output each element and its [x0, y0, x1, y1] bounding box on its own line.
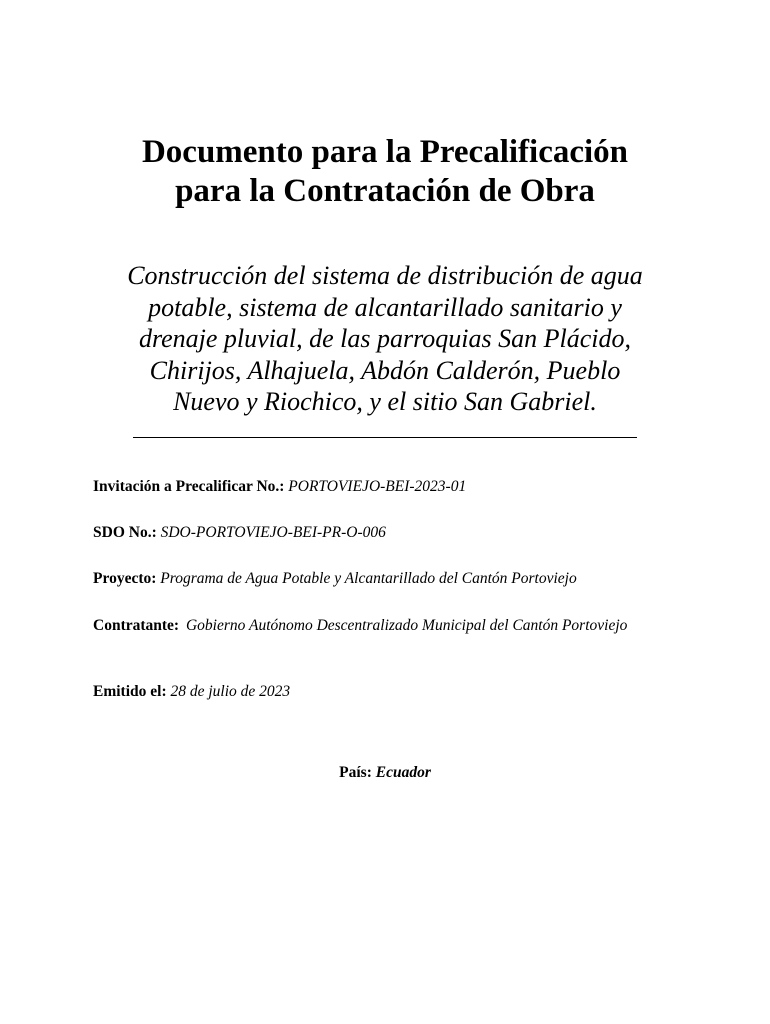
country-field — [0, 763, 770, 782]
document-title — [0, 133, 770, 211]
document-title-line-2: para la Contratación de Obra — [175, 173, 595, 209]
country-label: País: — [339, 764, 372, 781]
project-field — [93, 569, 676, 588]
project-description-line-4: Chirijos, Alhajuela, Abdón Calderón, Pueblo — [149, 355, 621, 385]
sdo-value: SDO-PORTOVIEJO-BEI-PR-O-006 — [160, 524, 386, 541]
sdo-field — [93, 523, 676, 542]
separator-line — [133, 437, 637, 438]
issued-date-field — [93, 682, 676, 701]
document-title-line-1: Documento para la Precalificación — [141, 134, 629, 170]
invitation-value: PORTOVIEJO-BEI-2023-01 — [288, 478, 467, 495]
project-description-line-3: drenaje pluvial, de las parroquias San Plácido, — [138, 324, 632, 353]
issued-date-label: Emitido el: — [93, 683, 167, 700]
project-value: Programa de Agua Potable y Alcantarillado del Cantón Portoviejo — [160, 570, 577, 587]
project-label: Proyecto: — [93, 570, 157, 587]
project-description-line-2: potable, sistema de alcantarillado sanitario y — [148, 292, 622, 322]
contractor-field — [93, 616, 676, 635]
contractor-label: Contratante: — [93, 617, 180, 634]
invitation-field — [93, 477, 676, 496]
contractor-value: Gobierno Autónomo Descentralizado Municipal del Cantón Portoviejo — [185, 617, 628, 634]
sdo-label: SDO No.: — [93, 524, 157, 541]
country-value: Ecuador — [375, 764, 431, 781]
project-description — [100, 260, 670, 418]
issued-date-value: 28 de julio de 2023 — [170, 683, 291, 700]
project-description-line-1: Construcción del sistema de distribución de agua — [127, 261, 643, 290]
project-description-line-5: Nuevo y Riochico, y el sitio San Gabriel. — [173, 387, 597, 416]
invitation-label: Invitación a Precalificar No.: — [93, 478, 285, 495]
